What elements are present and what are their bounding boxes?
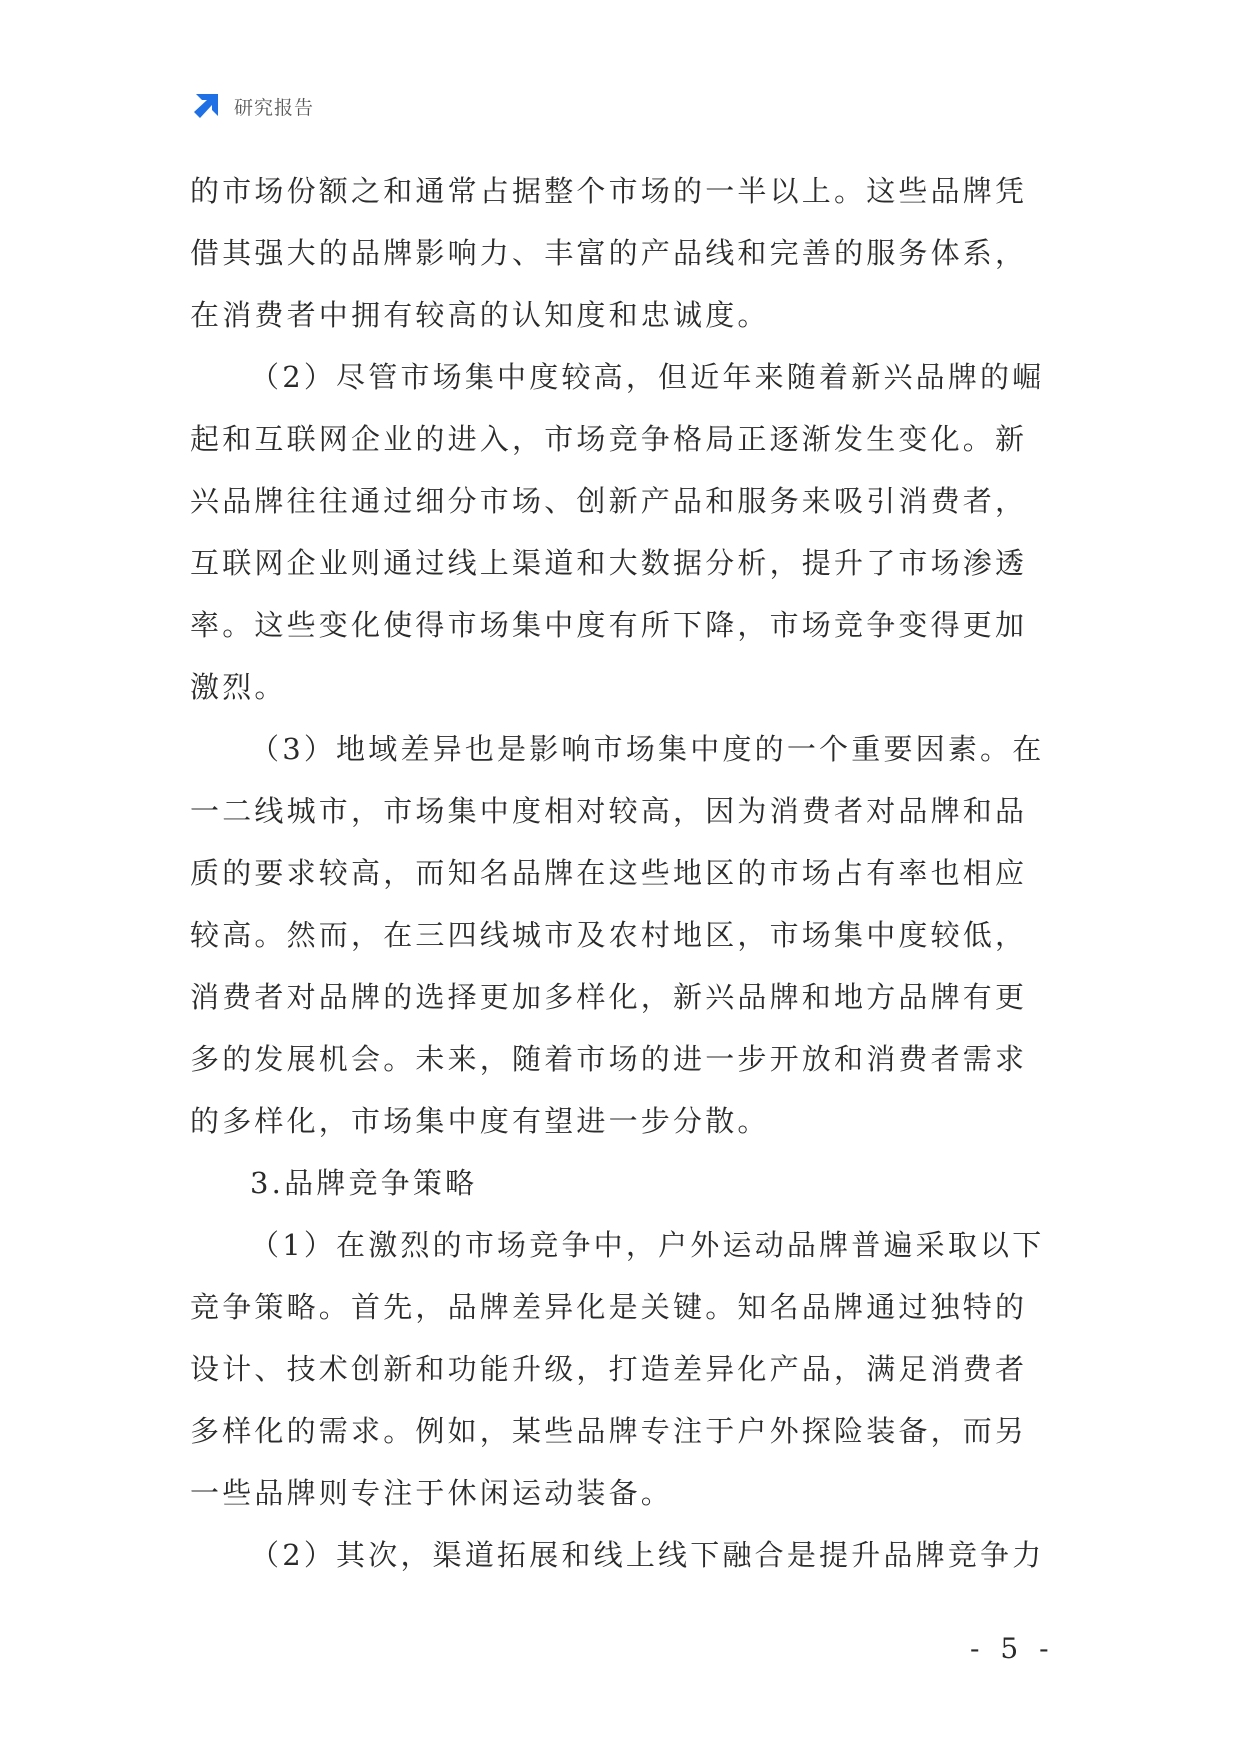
- text-line: 一二线城市，市场集中度相对较高，因为消费者对品牌和品: [190, 794, 1028, 828]
- page-number: - 5 -: [970, 1632, 1055, 1665]
- arrow-up-right-icon: [190, 90, 222, 122]
- body-text: [190, 160, 1050, 1586]
- text-line: 多的发展机会。未来，随着市场的进一步开放和消费者需求: [190, 1042, 1028, 1076]
- text-line: 的市场份额之和通常占据整个市场的一半以上。这些品牌凭: [190, 174, 1028, 208]
- paragraph-start-line: （3）地域差异也是影响市场集中度的一个重要因素。在: [250, 732, 1045, 766]
- text-line: 的多样化，市场集中度有望进一步分散。: [190, 1104, 770, 1138]
- text-line: 激烈。: [190, 670, 287, 704]
- text-line: 设计、技术创新和功能升级，打造差异化产品，满足消费者: [190, 1352, 1028, 1386]
- header-title: 研究报告: [234, 96, 315, 119]
- text-line: 多样化的需求。例如，某些品牌专注于户外探险装备，而另: [190, 1414, 1028, 1448]
- text-line: 兴品牌往往通过细分市场、创新产品和服务来吸引消费者，: [190, 484, 1028, 518]
- text-line: 率。这些变化使得市场集中度有所下降，市场竞争变得更加: [190, 608, 1028, 642]
- section-heading: 3.品牌竞争策略: [250, 1166, 478, 1200]
- text-line: 在消费者中拥有较高的认知度和忠诚度。: [190, 298, 770, 332]
- text-line: 消费者对品牌的选择更加多样化，新兴品牌和地方品牌有更: [190, 980, 1028, 1014]
- text-line: 质的要求较高，而知名品牌在这些地区的市场占有率也相应: [190, 856, 1028, 890]
- text-line: 一些品牌则专注于休闲运动装备。: [190, 1476, 674, 1510]
- paragraph-start-line: （2）尽管市场集中度较高，但近年来随着新兴品牌的崛: [250, 360, 1045, 394]
- paragraph-start-line: （2）其次，渠道拓展和线上线下融合是提升品牌竞争力: [250, 1538, 1045, 1572]
- text-line: 借其强大的品牌影响力、丰富的产品线和完善的服务体系，: [190, 236, 1028, 270]
- text-line: 互联网企业则通过线上渠道和大数据分析，提升了市场渗透: [190, 546, 1028, 580]
- page-header: [190, 88, 314, 124]
- paragraph-start-line: （1）在激烈的市场竞争中，户外运动品牌普遍采取以下: [250, 1228, 1045, 1262]
- text-line: 较高。然而，在三四线城市及农村地区，市场集中度较低，: [190, 918, 1028, 952]
- text-line: 竞争策略。首先，品牌差异化是关键。知名品牌通过独特的: [190, 1290, 1028, 1324]
- text-line: 起和互联网企业的进入，市场竞争格局正逐渐发生变化。新: [190, 422, 1028, 456]
